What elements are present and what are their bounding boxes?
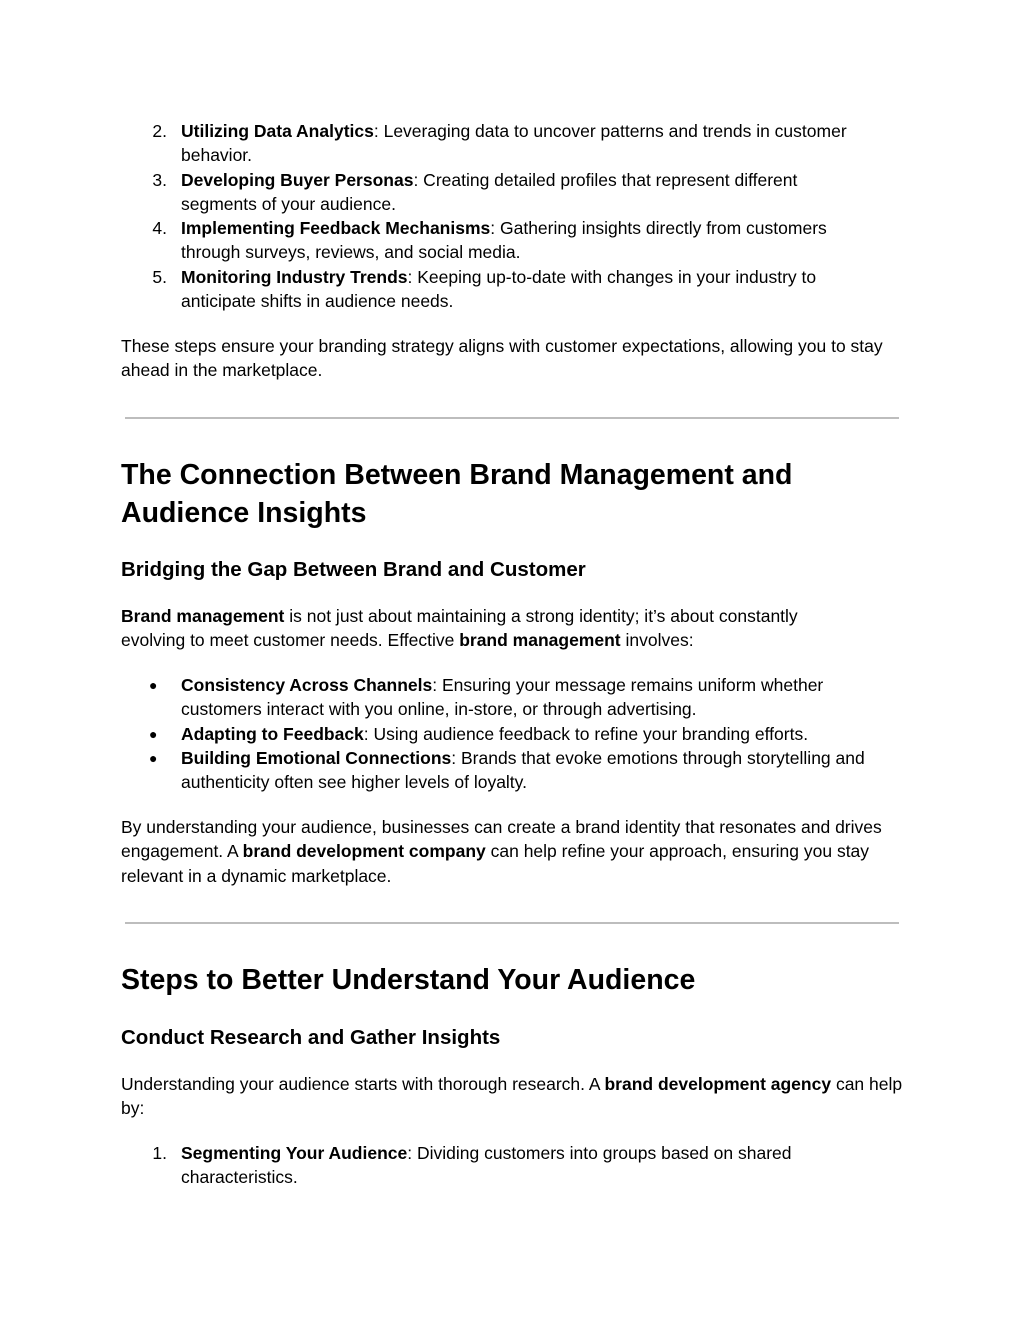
research-paragraph (121, 1072, 905, 1121)
list-item (121, 1141, 841, 1190)
list-item-text: : Using audience feedback to refine your branding efforts. (363, 723, 809, 744)
bullet-list (121, 673, 905, 794)
list-item-text: : Gathering insights directly from customers through surveys, reviews, and social media. (181, 218, 827, 263)
paragraph-text: By understanding your audience, businesses can create a brand identity that resonates and drives engagement. A (121, 817, 882, 862)
list-item (121, 216, 881, 265)
list-item-text: : Dividing customers into groups based on shared characteristics. (181, 1143, 792, 1188)
list-item (121, 168, 841, 217)
section-divider (125, 417, 899, 419)
intro-paragraph: These steps ensure your branding strategy aligns with customer expectations, allowing you to stay ahead in the marketplace. (121, 336, 883, 381)
list-item (121, 119, 905, 168)
research-numbered-list (121, 1141, 905, 1190)
list-number: 3. (152, 169, 167, 190)
list-number: 2. (152, 121, 167, 141)
bullet-icon: ● (149, 677, 158, 693)
list-number: 4. (152, 218, 167, 239)
list-item-term: Adapting to Feedback (181, 723, 364, 744)
list-number: 5. (152, 266, 167, 287)
paragraph-text: is not just about maintaining a strong identity; it’s about constantly evolving to meet customer needs. Effective (121, 606, 798, 651)
list-item-term: Utilizing Data Analytics (181, 121, 374, 141)
section-subheading: Bridging the Gap Between Brand and Customer (121, 558, 586, 581)
paragraph-text: can help refine your approach, ensuring you stay relevant in a dynamic marketplace. (121, 841, 870, 886)
list-item-text: : Brands that evoke emotions through storytelling and authenticity often see higher levels of loyalty. (181, 747, 865, 793)
list-item-text: : Leveraging data to uncover patterns and trends in customer behavior. (181, 121, 847, 166)
bold-term: brand development company (242, 841, 486, 862)
list-item-text: : Keeping up-to-date with changes in your industry to anticipate shifts in audience needs. (181, 266, 817, 312)
list-number: 1. (152, 1143, 167, 1163)
bullet-icon: ● (149, 725, 158, 742)
section-subheading: Conduct Research and Gather Insights (121, 1026, 501, 1049)
paragraph-text: can help by: (121, 1074, 903, 1119)
list-item-term: Segmenting Your Audience (181, 1143, 408, 1163)
list-item (121, 746, 905, 795)
list-item (121, 722, 905, 746)
paragraph-text: Understanding your audience starts with thorough research. A (121, 1074, 605, 1094)
intro-numbered-list (121, 119, 905, 313)
list-item-term: Consistency Across Channels (181, 675, 433, 695)
list-item-term: Monitoring Industry Trends (181, 266, 408, 287)
list-item-term: Building Emotional Connections (181, 747, 452, 768)
audience-paragraph (121, 815, 896, 888)
list-item (121, 265, 881, 314)
list-item (121, 673, 881, 722)
brand-management-paragraph (121, 604, 851, 653)
paragraph-text: involves: (620, 630, 694, 651)
section-divider (125, 922, 899, 924)
section-heading: Steps to Better Understand Your Audience (121, 964, 696, 996)
bold-term: brand development agency (604, 1074, 832, 1094)
bold-term: brand management (459, 630, 621, 651)
bold-term: Brand management (121, 606, 285, 626)
bullet-icon: ● (149, 749, 158, 766)
list-item-text: : Ensuring your message remains uniform whether customers interact with you online, in-store, or through advertising. (181, 675, 824, 720)
list-item-term: Developing Buyer Personas (181, 169, 414, 190)
section-heading: The Connection Between Brand Management and Audience Insights (121, 459, 793, 529)
list-item-term: Implementing Feedback Mechanisms (181, 218, 491, 239)
list-item-text: : Creating detailed profiles that represent different segments of your audience. (181, 169, 798, 214)
